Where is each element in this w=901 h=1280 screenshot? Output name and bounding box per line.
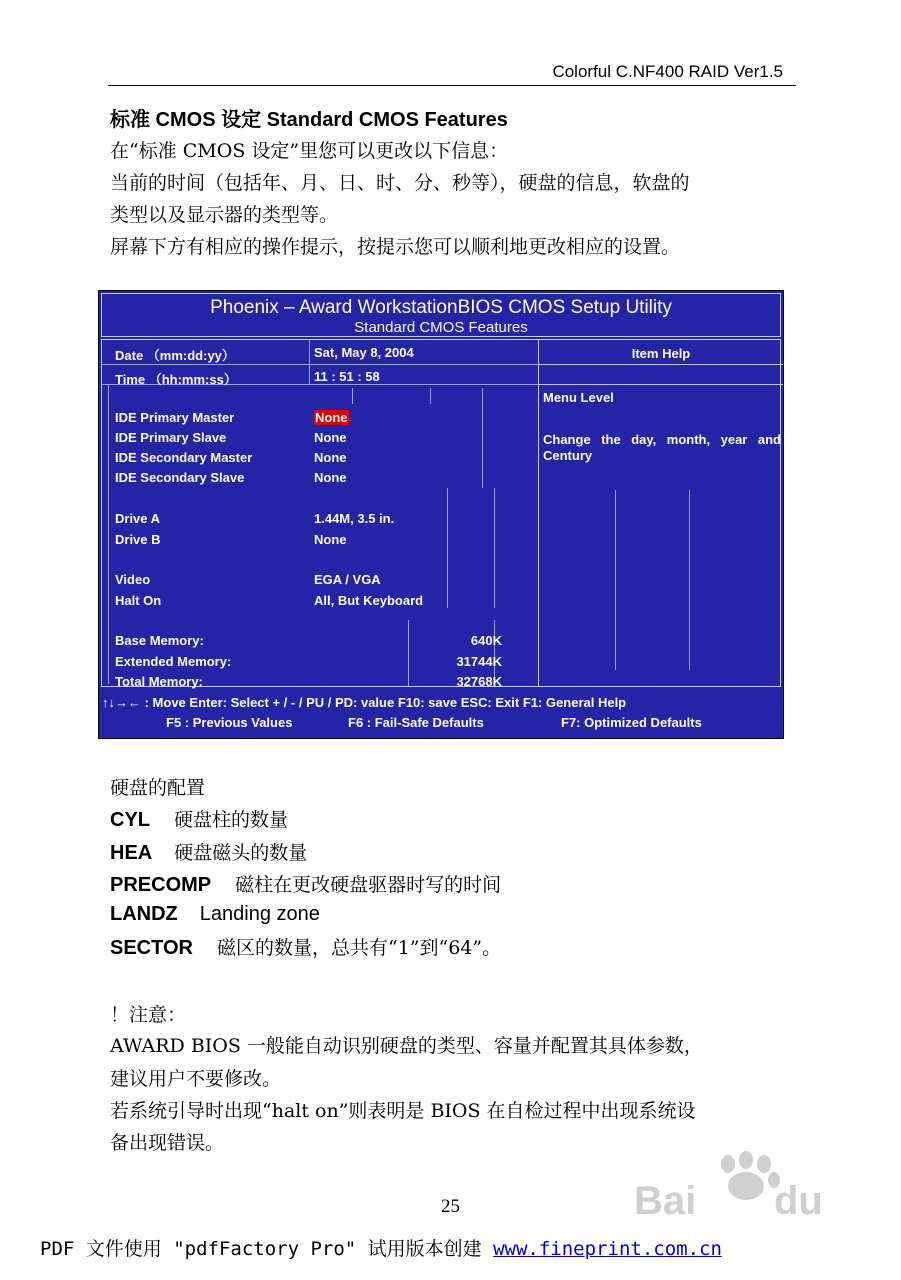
setting-value-date[interactable]: Sat, May 8, 2004 [314,345,414,360]
term-row [110,838,307,865]
document-header: Colorful C.NF400 RAID Ver1.5 [552,62,783,81]
intro-line: 在“标准 CMOS 设定”里您可以更改以下信息： [110,140,509,162]
bios-subtitle: Standard CMOS Features [354,319,528,336]
row-divider [102,364,538,365]
setting-value-ide-primary-master[interactable] [314,410,349,425]
setting-label-drive-a[interactable]: Drive A [115,511,161,526]
note-heading: ！注意： [110,1004,187,1026]
note-line: 备出现错误。 [110,1132,225,1154]
bios-settings-panel [101,339,781,687]
term-name: HEA [110,842,153,864]
svg-text:Bai: Bai [634,1179,697,1223]
note-line: AWARD BIOS 一般能自动识别硬盘的类型、容量并配置其具体参数， [110,1035,703,1057]
term-desc: 磁区的数量，总共有“1”到“64”。 [216,937,502,959]
column-divider [352,388,353,404]
help-divider [539,364,783,365]
item-help-panel [538,340,783,686]
setting-value-ide-secondary-master[interactable]: None [314,450,347,465]
setting-label-ide-primary-master[interactable]: IDE Primary Master [115,410,235,425]
term-row [110,903,320,926]
item-help-title: Item Help [631,346,691,361]
setting-value-video[interactable]: EGA / VGA [314,572,381,587]
pdf-footer-text: PDF 文件使用 "pdfFactory Pro" 试用版本创建 [40,1238,494,1260]
memory-value-extended: 31744K [456,654,502,669]
setting-label-ide-primary-slave[interactable]: IDE Primary Slave [115,430,227,445]
term-row [110,933,501,960]
selected-value-highlight[interactable]: None [315,410,348,425]
note-line: 若系统引导时出现“halt on”则表明是 BIOS 在自检过程中出现系统设 [110,1100,696,1122]
term-desc: 硬盘柱的数量 [174,809,289,831]
setting-value-time[interactable]: 11 : 51 : 58 [314,369,380,384]
column-divider [447,488,448,608]
memory-label-total: Total Memory: [115,674,203,689]
hdd-heading: 硬盘的配置 [110,777,206,799]
setting-label-halt-on[interactable]: Halt On [115,593,162,608]
term-row [110,805,288,832]
fineprint-link[interactable]: www.fineprint.com.cn [493,1238,722,1260]
term-name: PRECOMP [110,874,212,896]
f5-hint: F5 : Previous Values [166,715,293,730]
intro-line: 类型以及显示器的类型等。 [110,204,339,226]
term-name: LANDZ [110,903,178,925]
memory-value-base: 640K [470,633,502,648]
note-line: 建议用户不要修改。 [110,1068,282,1090]
setting-value-drive-a[interactable]: 1.44M, 3.5 in. [314,511,395,526]
bios-title-box [101,293,781,337]
setting-label-ide-secondary-slave[interactable]: IDE Secondary Slave [115,470,245,485]
intro-line: 当前的时间（包括年、月、日、时、分、秒等），硬盘的信息，软盘的 [110,172,690,194]
item-help-description: Change the day, month, year and Century [543,432,781,463]
setting-label-ide-secondary-master[interactable]: IDE Secondary Master [115,450,253,465]
setting-label-time[interactable]: Time （hh:mm:ss） [115,372,237,387]
menu-level-label: Menu Level [543,390,614,405]
memory-value-total: 32768K [456,674,502,689]
svg-text:du: du [774,1179,823,1223]
help-divider [689,490,690,670]
setting-value-ide-primary-slave[interactable]: None [314,430,347,445]
pdf-footer [40,1234,722,1261]
column-divider [430,388,431,404]
f7-hint: F7: Optimized Defaults [561,715,702,730]
bios-key-hints: ↑↓→← : Move Enter: Select + / - / PU / PD: value F10: save ESC: Exit F1: General Help [102,695,627,710]
f6-hint: F6 : Fail-Safe Defaults [348,715,484,730]
section-title: 标准 CMOS 设定 Standard CMOS Features [110,109,508,131]
intro-line: 屏幕下方有相应的操作提示，按提示您可以顺利地更改相应的设置。 [110,236,681,258]
term-desc: Landing zone [199,903,320,925]
setting-value-halt-on[interactable]: All, But Keyboard [314,593,424,608]
memory-label-base: Base Memory: [115,633,204,648]
bios-title: Phoenix – Award WorkstationBIOS CMOS Setup Utility [210,297,672,318]
term-name: CYL [110,809,150,831]
term-desc: 硬盘磁头的数量 [174,842,308,864]
setting-label-video[interactable]: Video [115,572,151,587]
column-divider [108,384,109,684]
setting-value-drive-b[interactable]: None [314,532,347,547]
bios-screen [98,290,784,739]
help-divider [539,384,783,385]
term-row [110,870,501,897]
setting-value-ide-secondary-slave[interactable]: None [314,470,347,485]
column-divider [494,488,495,608]
setting-label-drive-b[interactable]: Drive B [115,532,161,547]
page-number: 25 [441,1196,460,1217]
column-divider [482,388,483,488]
term-name: SECTOR [110,937,193,959]
help-divider [615,490,616,670]
term-desc: 磁柱在更改硬盘驱器时写的时间 [235,874,502,896]
column-divider [309,340,310,384]
setting-label-date[interactable]: Date （mm:dd:yy） [115,348,235,363]
memory-label-extended: Extended Memory: [115,654,232,669]
column-divider [408,620,409,686]
header-rule [108,85,796,86]
